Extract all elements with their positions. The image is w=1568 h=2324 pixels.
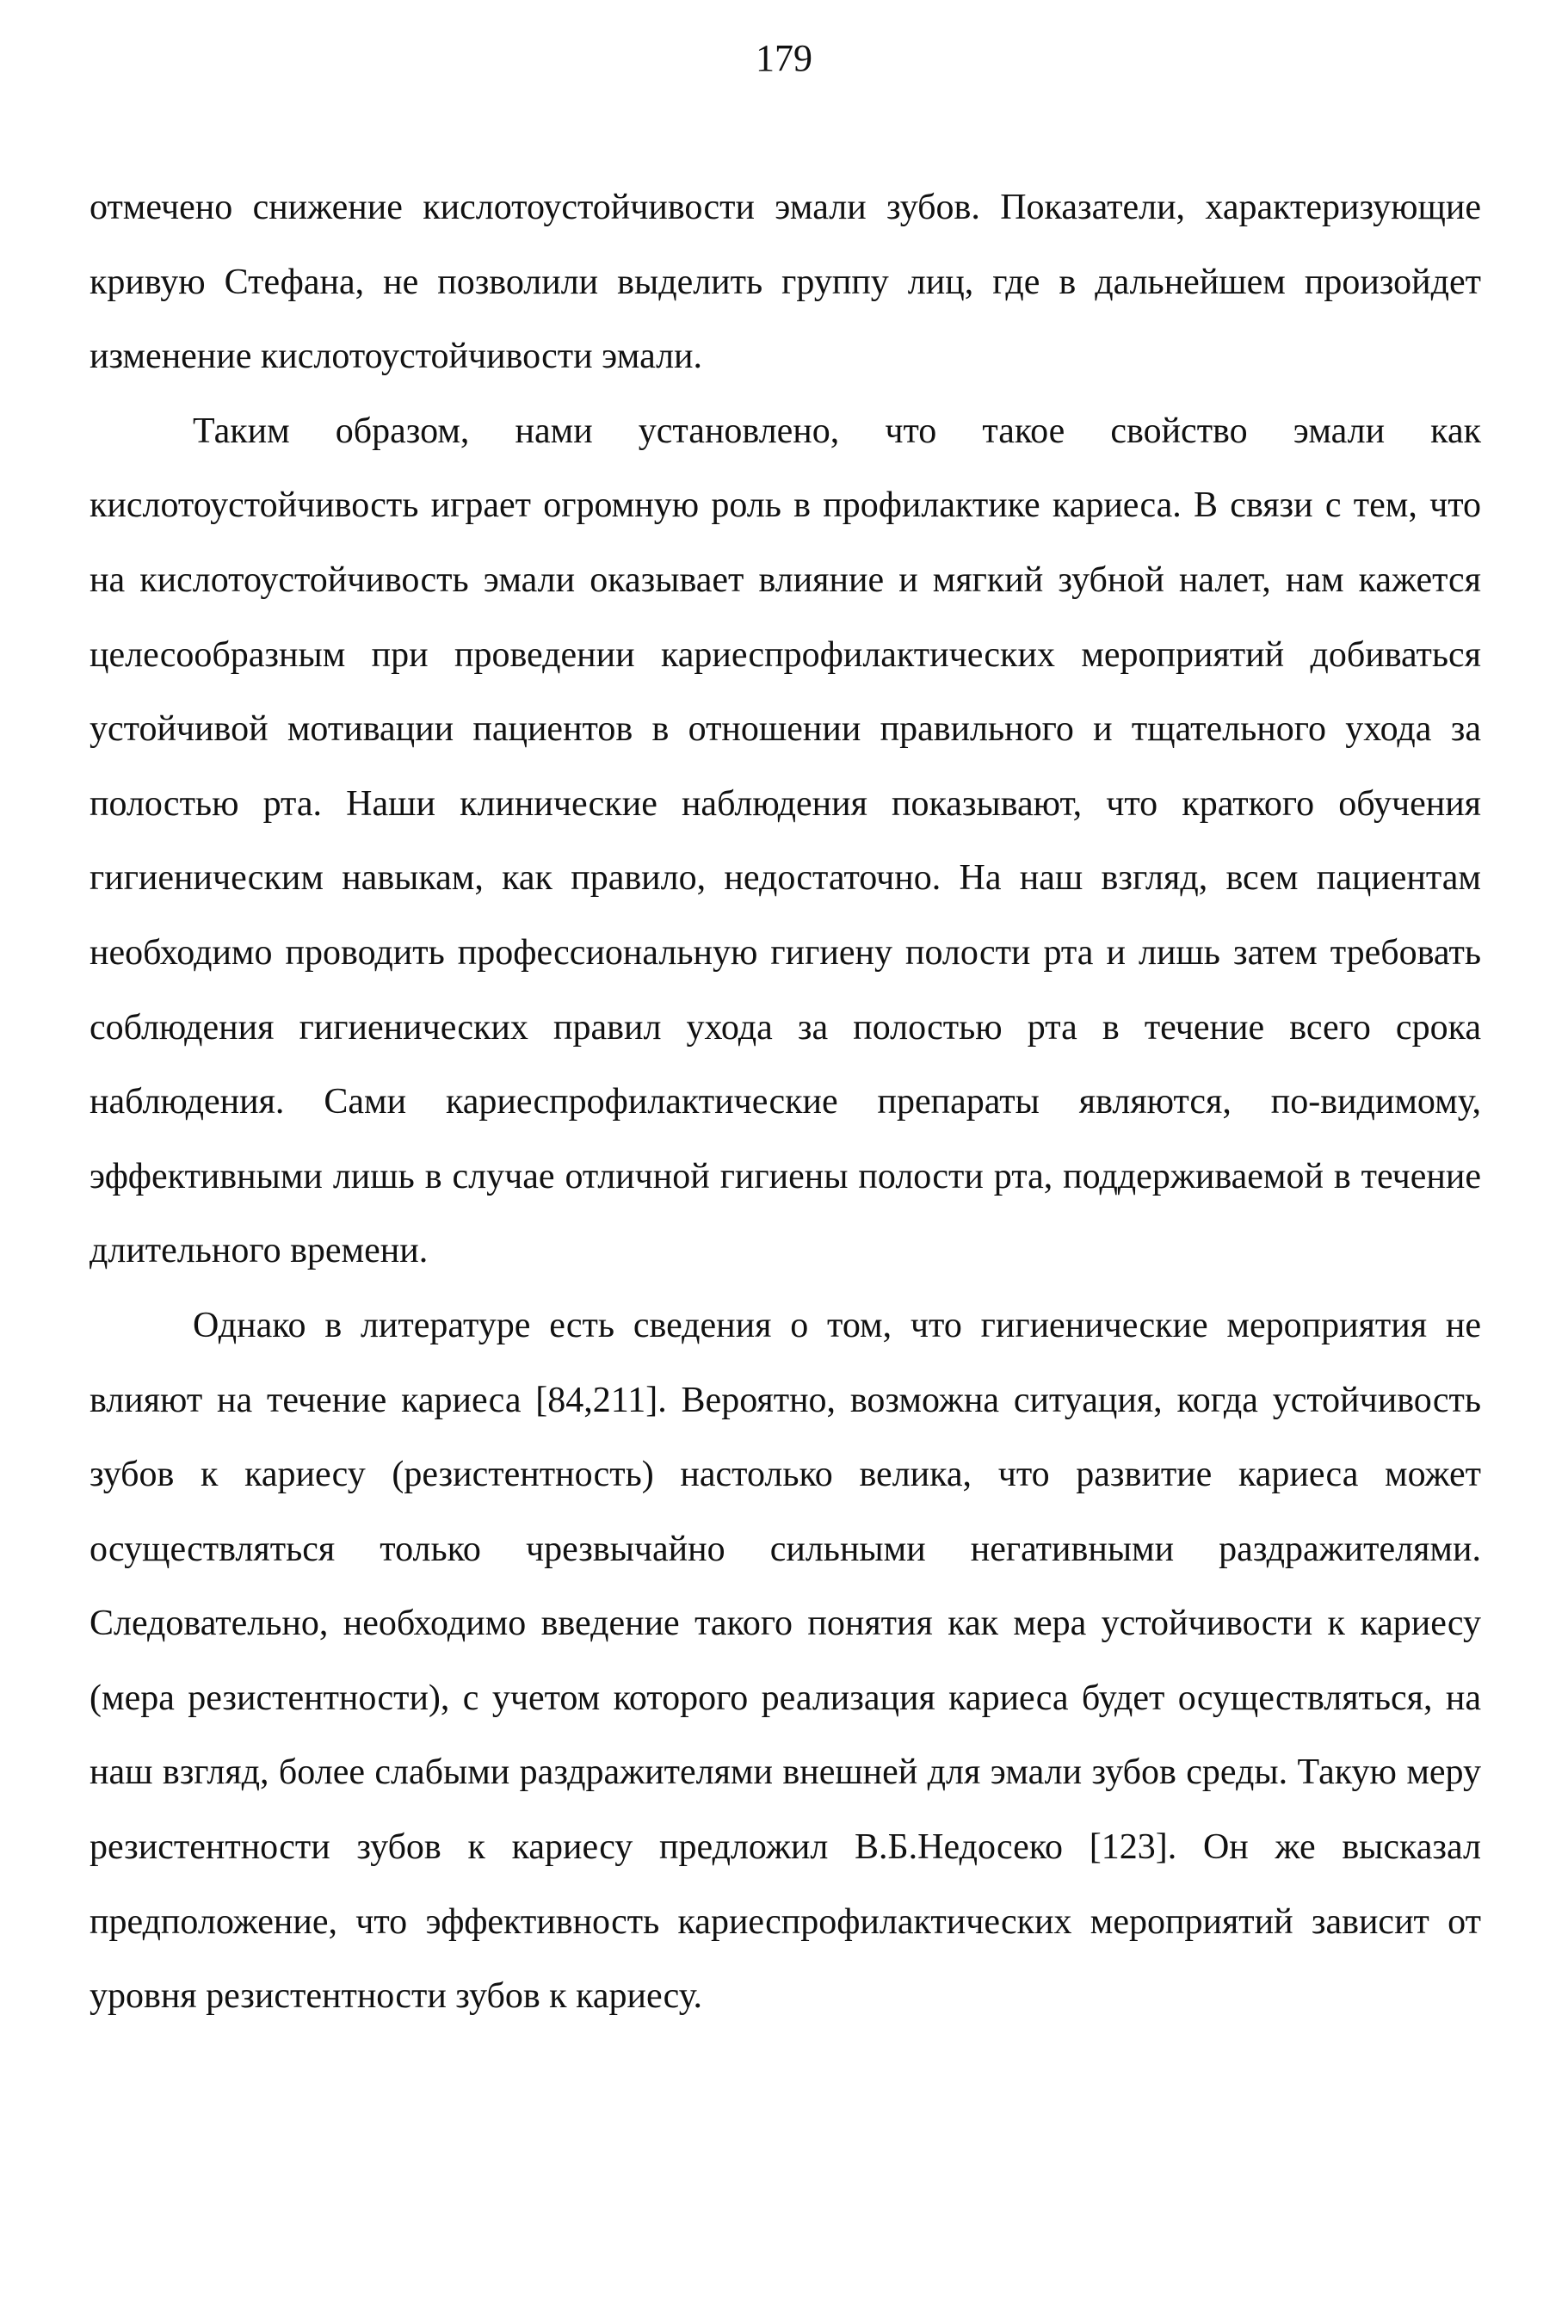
body-text	[90, 170, 1481, 2034]
page-number: 179	[756, 37, 812, 79]
paragraph-literature: Однако в литературе есть сведения о том, что гигиенические мероприятия не влияют на течение кариеса [84,211]. Вероятно, возможна ситуация, когда устойчивость зубов к кариесу (резистентность) настолько велика, что развитие кариеса может осуществляться только чрезвычайно сильными негативными раздражителями. Следовательно, необходимо введение такого понятия как мера устойчивости к кариесу (мера резистентности), с учетом которого реализация кариеса будет осуществляться, на наш взгляд, более слабыми раздражителями внешней для эмали зубов среды. Такую меру резистентности зубов к кариесу предложил В.Б.Недосеко [123]. Он же высказал предположение, что эффективность кариеспрофилактических мероприятий зависит от уровня резистентности зубов к кариесу.	[90, 1305, 1481, 2017]
paragraph-conclusion: Таким образом, нами установлено, что такое свойство эмали как кислотоустойчивость играет огромную роль в профилактике кариеса. В связи с тем, что на кислотоустойчивость эмали оказывает влияние и мягкий зубной налет, нам кажется целесообразным при проведении кариеспрофилактических мероприятий добиваться устойчивой мотивации пациентов в отношении правильного и тщательного ухода за полостью рта. Наши клинические наблюдения показывают, что краткого обучения гигиеническим навыкам, как правило, недостаточно. На наш взгляд, всем пациентам необходимо проводить профессиональную гигиену полости рта и лишь затем требовать соблюдения гигиенических правил ухода за полостью рта в течение всего срока наблюдения. Сами кариеспрофилактические препараты являются, по-видимому, эффективными лишь в случае отличной гигиены полости рта, поддерживаемой в течение длительного времени.	[90, 411, 1481, 1271]
paragraph-continuation: отмечено снижение кислотоустойчивости эмали зубов. Показатели, характеризующие кривую Стефана, не позволили выделить группу лиц, где в дальнейшем произойдет изменение кислотоустойчивости эмали.	[90, 188, 1481, 377]
